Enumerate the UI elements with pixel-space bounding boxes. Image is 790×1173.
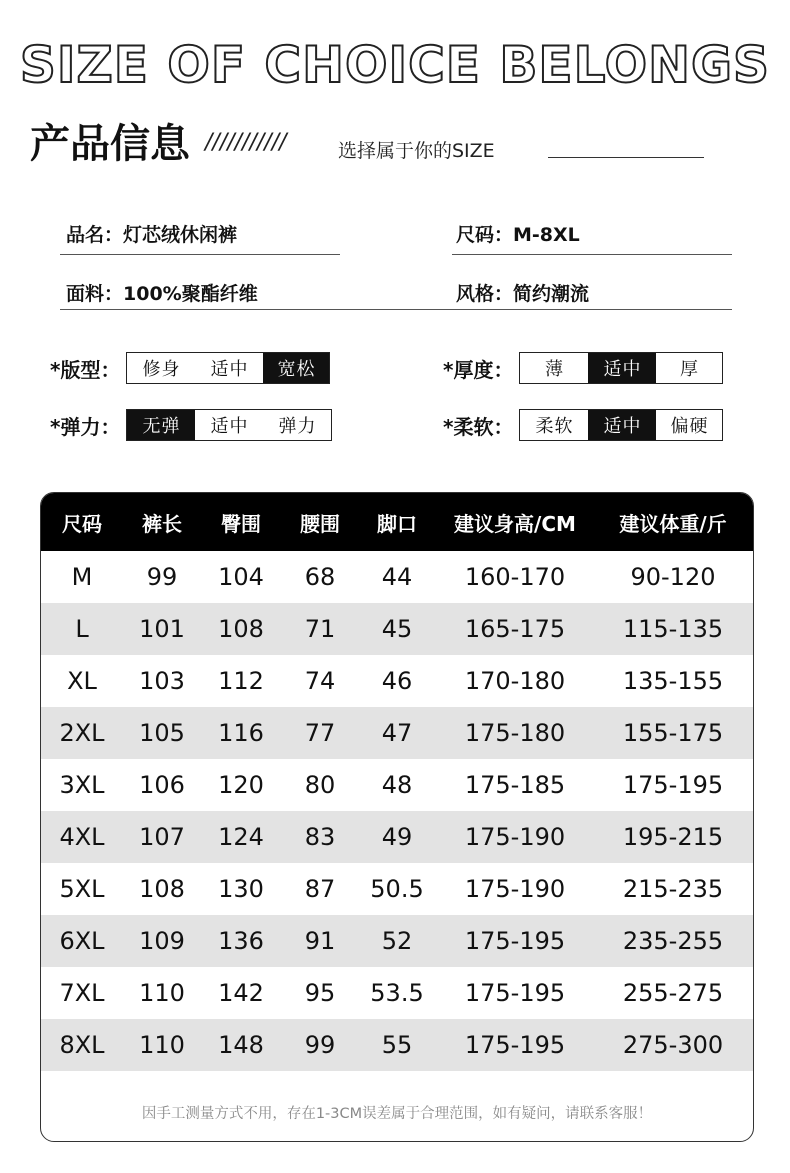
attr-softness-options — [519, 409, 723, 441]
attr-thickness — [443, 352, 723, 384]
attr-elasticity-options — [126, 409, 332, 441]
table-cell: 80 — [304, 771, 336, 799]
header-cell: 建议体重/斤 — [619, 511, 727, 536]
table-row — [41, 603, 753, 655]
table-cell: 175-195 — [464, 979, 566, 1007]
table-cell: 106 — [139, 771, 185, 799]
attr-softness — [443, 409, 723, 441]
section-subtitle: 选择属于你的SIZE — [338, 140, 495, 162]
table-cell: 105 — [139, 719, 185, 747]
attr-fit-option: 适中 — [210, 359, 249, 380]
table-row — [41, 759, 753, 811]
table-cell: 215-235 — [622, 875, 724, 903]
table-cell: 130 — [218, 875, 264, 903]
info-fabric: 面料：100%聚酯纤维 — [66, 283, 258, 305]
info-size-range: 尺码：M-8XL — [456, 224, 580, 246]
table-cell: 3XL — [59, 771, 105, 799]
table-row — [41, 915, 753, 967]
table-cell: 175-190 — [464, 875, 566, 903]
table-cell: 110 — [139, 1031, 185, 1059]
info-product-name: 品名：灯芯绒休闲裤 — [66, 224, 238, 246]
attr-fit — [50, 352, 330, 384]
table-cell: 77 — [304, 719, 336, 747]
table-cell: 2XL — [59, 719, 105, 747]
table-cell: 87 — [304, 875, 336, 903]
table-cell: 135-155 — [622, 667, 724, 695]
table-row — [41, 551, 753, 603]
size-table — [40, 492, 754, 1142]
table-cell: 175-185 — [464, 771, 566, 799]
subtitle-underline — [548, 157, 704, 158]
table-cell: 104 — [218, 563, 264, 591]
table-cell: 155-175 — [622, 719, 724, 747]
table-cell: 47 — [381, 719, 413, 747]
header-cell: 建议身高/CM — [454, 511, 576, 536]
table-cell: 107 — [139, 823, 185, 851]
table-cell: 45 — [381, 615, 413, 643]
info-divider — [452, 254, 732, 255]
attr-softness-option-selected: 适中 — [588, 410, 656, 440]
table-cell: 6XL — [59, 927, 105, 955]
attr-thickness-options — [519, 352, 723, 384]
table-cell: 275-300 — [622, 1031, 724, 1059]
attr-fit-options — [126, 352, 330, 384]
table-cell: 235-255 — [622, 927, 724, 955]
section-slashes: /////////// — [205, 130, 287, 155]
attr-fit-option-selected: 宽松 — [263, 353, 329, 383]
table-cell: 255-275 — [622, 979, 724, 1007]
attr-thickness-label: *厚度： — [443, 357, 514, 382]
table-cell: 115-135 — [622, 615, 724, 643]
table-cell: 112 — [218, 667, 264, 695]
header-cell: 裤长 — [142, 511, 182, 536]
header-cell: 尺码 — [62, 511, 102, 536]
table-cell: 91 — [304, 927, 336, 955]
info-divider — [60, 309, 732, 310]
table-cell: 48 — [381, 771, 413, 799]
hero-title: SIZE OF CHOICE BELONGS — [19, 36, 771, 94]
table-cell: 148 — [218, 1031, 264, 1059]
attr-elasticity-option: 适中 — [210, 416, 249, 437]
table-cell: 170-180 — [464, 667, 566, 695]
attr-softness-label: *柔软： — [443, 414, 514, 439]
table-cell: L — [75, 615, 89, 643]
attr-elasticity-option-selected: 无弹 — [127, 410, 195, 440]
table-row — [41, 1019, 753, 1071]
table-cell: 55 — [381, 1031, 413, 1059]
table-cell: 110 — [139, 979, 185, 1007]
table-cell: 175-180 — [464, 719, 566, 747]
table-cell: 52 — [381, 927, 413, 955]
table-cell: 99 — [146, 563, 178, 591]
table-cell: 68 — [304, 563, 336, 591]
table-cell: 116 — [218, 719, 264, 747]
table-cell: 95 — [304, 979, 336, 1007]
table-cell: 8XL — [59, 1031, 105, 1059]
table-cell: 195-215 — [622, 823, 724, 851]
attr-thickness-option: 薄 — [544, 359, 564, 380]
table-row — [41, 863, 753, 915]
measurement-note: 因手工测量方式不用，存在1-3CM误差属于合理范围，如有疑问，请联系客服！ — [141, 1106, 653, 1122]
info-style: 风格：简约潮流 — [456, 283, 590, 305]
table-cell: 109 — [139, 927, 185, 955]
table-cell: 120 — [218, 771, 264, 799]
table-cell: 142 — [218, 979, 264, 1007]
attr-thickness-option: 厚 — [679, 359, 699, 380]
table-cell: 124 — [218, 823, 264, 851]
table-cell: 50.5 — [370, 875, 424, 903]
size-table-body — [41, 551, 753, 1071]
table-cell: 160-170 — [464, 563, 566, 591]
table-cell: 175-195 — [464, 927, 566, 955]
table-cell: 46 — [381, 667, 413, 695]
attr-softness-option: 偏硬 — [670, 416, 709, 437]
header-cell: 臀围 — [221, 511, 261, 536]
table-cell: XL — [67, 667, 97, 695]
table-cell: 108 — [218, 615, 264, 643]
table-cell: 74 — [304, 667, 336, 695]
table-cell: 83 — [304, 823, 336, 851]
table-cell: 175-195 — [622, 771, 724, 799]
table-row — [41, 811, 753, 863]
attr-elasticity-option: 弹力 — [278, 416, 317, 437]
attr-thickness-option-selected: 适中 — [588, 353, 656, 383]
table-cell: 4XL — [59, 823, 105, 851]
table-cell: 7XL — [59, 979, 105, 1007]
table-cell: 103 — [139, 667, 185, 695]
table-row — [41, 967, 753, 1019]
table-cell: 136 — [218, 927, 264, 955]
table-cell: 90-120 — [630, 563, 716, 591]
table-row — [41, 655, 753, 707]
table-cell: 71 — [304, 615, 336, 643]
info-divider — [60, 254, 340, 255]
attr-softness-option: 柔软 — [535, 416, 574, 437]
table-cell: 165-175 — [464, 615, 566, 643]
attr-elasticity — [50, 409, 332, 441]
table-cell: 175-195 — [464, 1031, 566, 1059]
attr-fit-option: 修身 — [142, 359, 181, 380]
table-row — [41, 707, 753, 759]
header-cell: 脚口 — [377, 511, 417, 536]
table-cell: 99 — [304, 1031, 336, 1059]
table-cell: M — [71, 563, 93, 591]
attr-elasticity-label: *弹力： — [50, 414, 121, 439]
table-cell: 5XL — [59, 875, 105, 903]
table-cell: 175-190 — [464, 823, 566, 851]
header-cell: 腰围 — [300, 511, 340, 536]
table-cell: 49 — [381, 823, 413, 851]
size-table-header — [41, 493, 753, 551]
attr-fit-label: *版型： — [50, 357, 121, 382]
section-title: 产品信息 — [30, 121, 190, 167]
table-cell: 44 — [381, 563, 413, 591]
table-cell: 108 — [139, 875, 185, 903]
table-cell: 101 — [139, 615, 185, 643]
table-cell: 53.5 — [370, 979, 424, 1007]
